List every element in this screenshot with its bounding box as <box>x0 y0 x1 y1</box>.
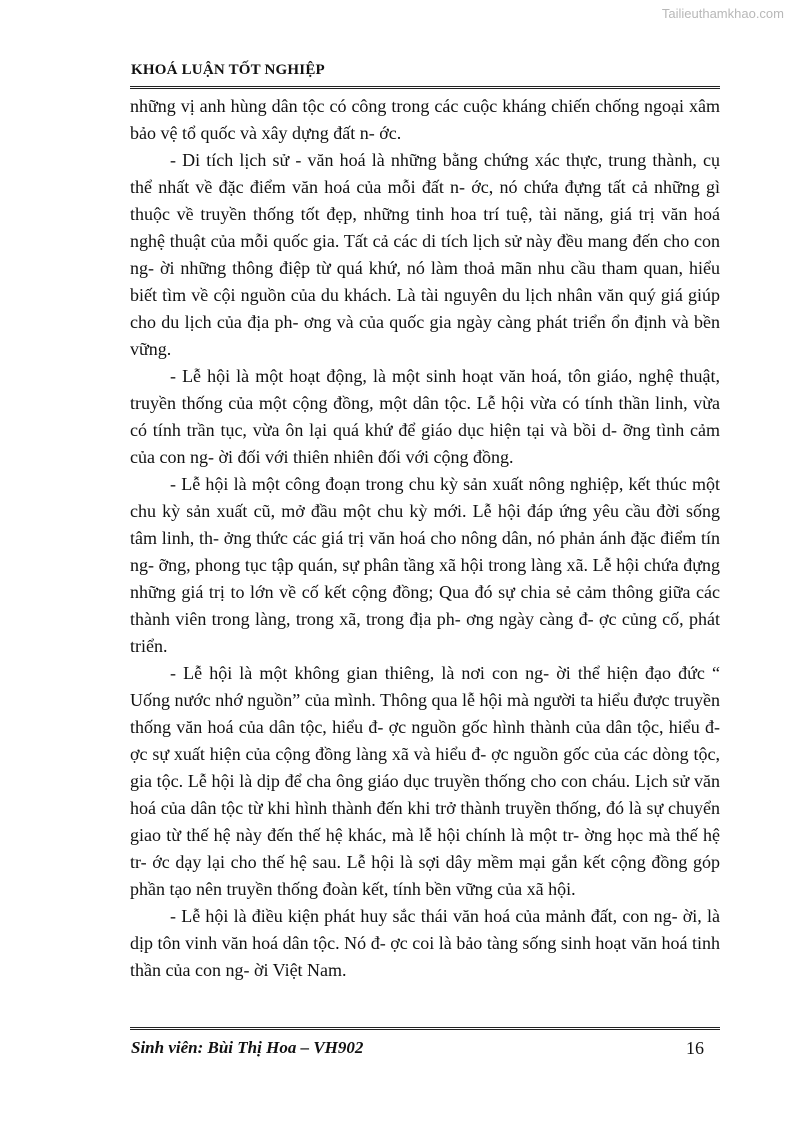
body-paragraph: - Lễ hội là điều kiện phát huy sắc thái văn hoá của mảnh đất, con ng- ời, là dịp tôn vinh văn hoá dân tộc. Nó đ- ợc coi là bảo tàng sống sinh hoạt văn hoá tinh thần của con ng- ời Việt Nam. <box>130 906 720 980</box>
footer-student-info: Sinh viên: Bùi Thị Hoa – VH902 <box>131 1038 364 1057</box>
footer-divider <box>130 1027 720 1030</box>
page-header-title: KHOÁ LUẬN TỐT NGHIỆP <box>131 62 325 78</box>
page-number: 16 <box>686 1038 704 1058</box>
body-paragraph: - Lễ hội là một hoạt động, là một sinh hoạt văn hoá, tôn giáo, nghệ thuật, truyền thống của một cộng đồng, một dân tộc. Lễ hội vừa có tính thần linh, vừa có tính trần tục, vừa ôn lại quá khứ để giáo dục hiện tại và bồi d- ỡng tình cảm của con ng- ời đối với thiên nhiên đối với cộng đồng. <box>130 366 720 467</box>
body-paragraph: - Di tích lịch sử - văn hoá là những bằng chứng xác thực, trung thành, cụ thể nhất về đặc điểm văn hoá của mỗi đất n- ớc, nó chứa đựng tất cả những gì thuộc về truyền thống tốt đẹp, những tinh hoa trí tuệ, tài năng, giá trị văn hoá nghệ thuật của mỗi quốc gia. Tất cả các di tích lịch sử này đều mang đến cho con ng- ời những thông điệp từ quá khứ, nó làm thoả mãn nhu cầu tham quan, hiểu biết tìm về cội nguồn của du khách. Là tài nguyên du lịch nhân văn quý giá giúp cho du lịch của địa ph- ơng và của quốc gia ngày càng phát triển ổn định và bền vững. <box>130 150 720 359</box>
body-paragraph: những vị anh hùng dân tộc có công trong các cuộc kháng chiến chống ngoại xâm bảo vệ tổ quốc và xây dựng đất n- ớc. <box>130 96 720 143</box>
body-paragraph: - Lễ hội là một công đoạn trong chu kỳ sản xuất nông nghiệp, kết thúc một chu kỳ sản xuất cũ, mở đầu một chu kỳ mới. Lễ hội đáp ứng yêu cầu đời sống tâm linh, th- ởng thức các giá trị văn hoá cho nông dân, nó phản ánh đặc điểm tín ng- ỡng, phong tục tập quán, sự phân tầng xã hội trong làng xã. Lễ hội chứa đựng những giá trị to lớn về cố kết cộng đồng; Qua đó sự chia sẻ cảm thông giữa các thành viên trong làng, trong xã, trong địa ph- ơng ngày càng đ- ợc củng cố, phát triển. <box>130 474 720 656</box>
header-divider <box>130 86 720 89</box>
document-body <box>130 93 720 984</box>
body-paragraph: - Lễ hội là một không gian thiêng, là nơi con ng- ời thể hiện đạo đức “ Uống nước nhớ nguồn” của mình. Thông qua lễ hội mà người ta hiểu được truyền thống văn hoá của dân tộc, hiểu đ- ợc nguồn gốc hình thành của dân tộc, hiểu đ- ợc sự xuất hiện của cộng đồng làng xã và hiểu đ- ợc nguồn gốc của các dòng tộc, gia tộc. Lễ hội là dịp để cha ông giáo dục truyền thống cho con cháu. Lịch sử văn hoá của dân tộc từ khi hình thành đến khi trở thành truyền thống, đó là sự chuyển giao từ thế hệ này đến thế hệ khác, mà lễ hội chính là một tr- ờng học mà thế hệ tr- ớc dạy lại cho thế hệ sau. Lễ hội là sợi dây mềm mại gắn kết cộng đồng góp phần tạo nên truyền thống đoàn kết, tính bền vững của xã hội. <box>130 663 720 899</box>
watermark-text: Tailieuthamkhao.com <box>661 6 784 21</box>
